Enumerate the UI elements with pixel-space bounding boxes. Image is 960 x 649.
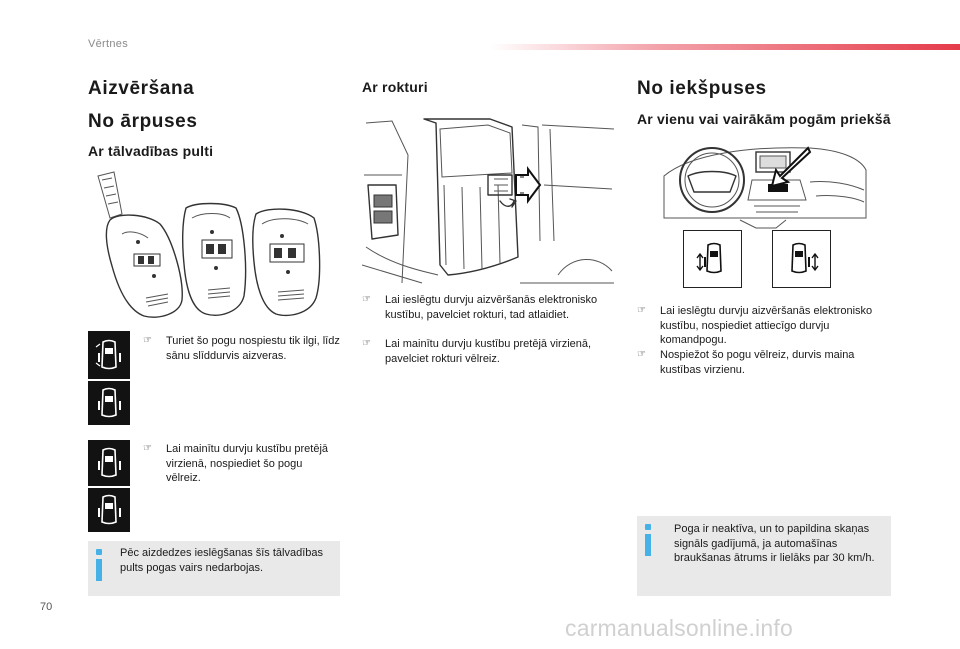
sliding-door-button-icon [684,231,741,287]
dashboard-illustration [660,140,868,230]
remote-key-1 [98,172,182,317]
remote-button-image-2a [88,440,130,486]
finger-pointer-icon: ☞ [143,443,152,454]
heading-front-buttons: Ar vienu vai vairākām pogām priekšā [637,111,891,127]
finger-pointer-icon: ☞ [362,294,371,305]
finger-pointer-icon: ☞ [637,349,646,360]
remote-step-1: ☞ Turiet šo pogu nospiestu tik ilgi, līdz sānu slīddurvis aizveras. [143,335,340,362]
heading-remote: Ar tālvadības pulti [88,143,214,159]
section-title: Vērtnes [88,38,129,50]
sliding-door-button-icon [88,331,130,379]
page-number: 70 [40,601,53,613]
info-note-speed: Poga ir neaktīva, un to papildina skaņas signāls gadījumā, ja automašīnas braukšanas ātrums ir lielāks par 30 km/h. [637,516,891,596]
remote-step-2: ☞ Lai mainītu durvju kustību pretējā virzienā, nospiediet šo pogu vēlreiz. [143,443,329,484]
inside-bullet-2: ☞ Nospiežot šo pogu vēlreiz, durvis maina kustības virzienu. [637,349,855,376]
handle-bullet-2: ☞ Lai mainītu durvju kustību pretējā virzienā, pavelciet rokturi vēlreiz. [362,338,592,365]
door-button-left [683,230,742,288]
info-icon [645,524,651,556]
remote-button-image-2b [88,488,130,532]
subtitle-outside: No ārpuses [88,111,198,132]
sliding-door-button-icon [88,381,130,425]
finger-pointer-icon: ☞ [362,338,371,349]
remote-key-3 [253,209,320,315]
inside-bullet-1: ☞ Lai ieslēgtu durvju aizvēršanās elektronisko kustību, nospiediet attiecīgo durvju komandpogu. [637,305,873,346]
info-note-remote: Pēc aizdedzes ieslēgšanas šīs tālvadības pults pogas vairs nedarbojas. [88,541,340,596]
remote-button-image-1b [88,381,130,425]
header-accent-bar [490,44,960,50]
title-inside: No iekšpuses [637,78,767,99]
remote-keys-illustration [88,168,340,320]
sliding-door-button-icon [88,440,130,486]
handle-bullet-1: ☞ Lai ieslēgtu durvju aizvēršanās elektronisko kustību, pavelciet rokturi, tad atlaidiet. [362,294,598,321]
door-button-right [772,230,831,288]
sliding-door-button-icon [773,231,830,287]
watermark: carmanualsonline.info [565,615,793,641]
heading-handle: Ar rokturi [362,79,428,95]
van-handle-illustration [362,115,614,285]
finger-pointer-icon: ☞ [143,335,152,346]
finger-pointer-icon: ☞ [637,305,646,316]
info-icon [96,549,102,581]
remote-key-2 [183,204,246,316]
page-title: Aizvēršana [88,78,195,99]
sliding-door-button-icon [88,488,130,532]
remote-button-image-1a [88,331,130,379]
